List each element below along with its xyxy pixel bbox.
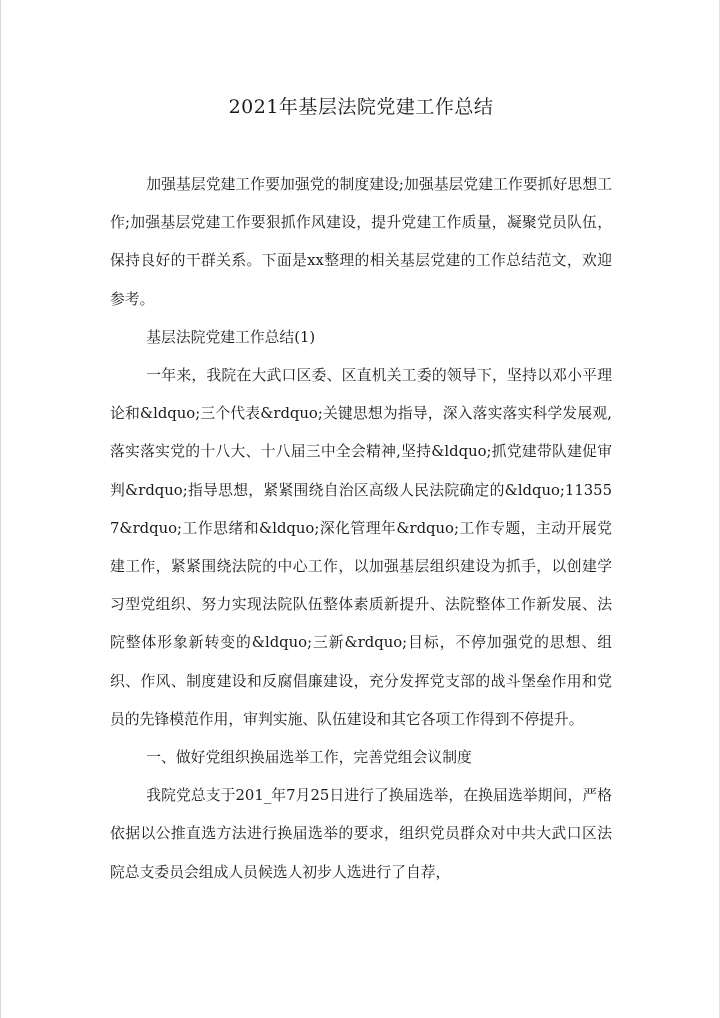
section-heading: 基层法院党建工作总结(1) [146,328,316,346]
election-paragraph: 我院党总支于201_年7月25日进行了换届选举，在换届选举期间，严格依据以公推直选方法进行换届选举的要求，组织党员群众对中共大武口区法院总支委员会组成人员候选人初步人选进行了自荐， [110,787,612,881]
intro-paragraph: 加强基层党建工作要加强党的制度建设;加强基层党建工作要抓好思想工作;加强基层党建工作要狠抓作风建设，提升党建工作质量，凝聚党员队伍，保持良好的干群关系。下面是xx整理的相关基层党建的工作总结范文，欢迎参考。 [110,176,612,308]
summary-paragraph: 一年来，我院在大武口区委、区直机关工委的领导下，坚持以邓小平理论和&ldquo;三个代表&rdquo;关键思想为指导，深入落实落实科学发展观,落实落实党的十八大、十八届三中全会精神,坚持&ldquo;抓党建带队建促审判&rdquo;指导思想，紧紧围绕自治区高级人民法院确定的&ldquo;113557&rdquo;工作思绪和&ldquo;深化管理年&rdquo;工作专题，主动开展党建工作，紧紧围绕法院的中心工作，以加强基层组织建设为抓手，以创建学习型党组织、努力实现法院队伍整体素质新提升、法院整体工作新发展、法院整体形象新转变的&ldquo;三新&rdquo;目标，不停加强党的思想、组织、作风、制度建设和反腐倡廉建设，充分发挥党支部的战斗堡垒作用和党员的先锋模范作用，审判实施、队伍建设和其它各项工作得到不停提升。 [110,367,612,728]
document-title: 2021年基层法院党建工作总结 [228,96,494,118]
subsection-heading: 一、做好党组织换届选举工作，完善党组会议制度 [146,749,472,767]
document-body [110,166,612,892]
